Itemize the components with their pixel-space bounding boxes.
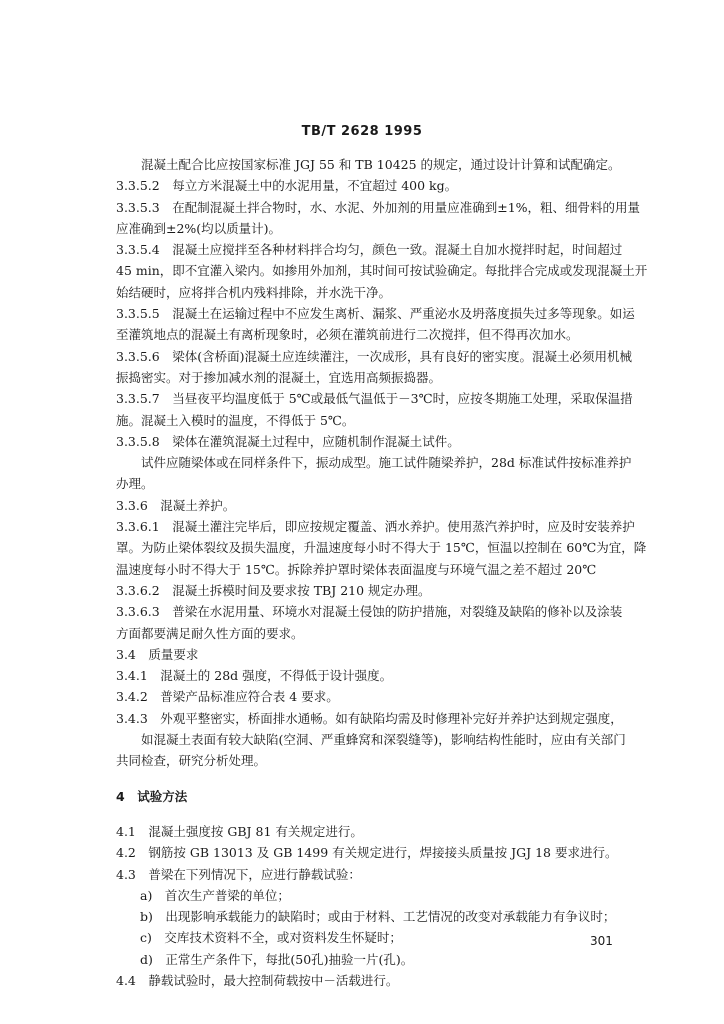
text-line: 3.3.6.3 普梁在水泥用量、环境水对混凝土侵蚀的防护措施，对裂缝及缺陷的修补以及涂装 (116, 604, 623, 620)
text-line: 3.4.1 混凝土的 28d 强度，不得低于设计强度。 (116, 668, 393, 684)
text-line: 3.3.5.7 当昼夜平均温度低于 5℃或最低气温低于－3℃时，应按冬期施工处理，采取保温措 (116, 391, 633, 407)
text-line: 3.4.2 普梁产品标准应符合表 4 要求。 (116, 689, 339, 705)
text-line: b) 出现影响承载能力的缺陷时；或由于材料、工艺情况的改变对承载能力有争议时； (140, 909, 616, 925)
text-line: 3.4.3 外观平整密实，桥面排水通畅。如有缺陷均需及时修理补完好并养护达到规定强度， (116, 710, 623, 726)
text-line: 至灌筑地点的混凝土有离析现象时，必须在灌筑前进行二次搅拌，但不得再次加水。 (116, 327, 579, 343)
text-line: a) 首次生产普梁的单位； (140, 887, 290, 903)
text-line: 方面都要满足耐久性方面的要求。 (116, 625, 304, 641)
text-line: 3.3.6.2 混凝土拆模时间及要求按 TBJ 210 规定办理。 (116, 582, 431, 598)
text-line: 4.1 混凝土强度按 GBJ 81 有关规定进行。 (116, 823, 363, 839)
text-line: 始结硬时，应将拌合机内残料排除，并水洗干净。 (116, 284, 392, 300)
text-line: 施。混凝土入模时的温度，不得低于 5℃。 (116, 412, 355, 428)
text-line: 共同检查，研究分析处理。 (116, 753, 267, 769)
text-line: c) 交库技术资料不全，或对资料发生怀疑时； (140, 930, 402, 946)
text-line: 3.3.5.4 混凝土应搅拌至各种材料拌合均匀，颜色一致。混凝土自加水搅拌时起，时间超过 (116, 242, 623, 258)
page-number: 301 (590, 934, 613, 948)
text-line: 4.4 静载试验时，最大控制荷载按中－活载进行。 (116, 972, 399, 988)
text-line: 4.2 钢筋按 GB 13013 及 GB 1499 有关规定进行，焊接接头质量按 JGJ 18 要求进行。 (116, 845, 618, 861)
text-line: 混凝土配合比应按国家标准 JGJ 55 和 TB 10425 的规定，通过设计计算和试配确定。 (141, 157, 621, 172)
text-line: 3.4 质量要求 (116, 646, 199, 662)
text-line: d) 正常生产条件下，每批(50孔)抽验一片(孔)。 (140, 951, 414, 967)
text-line: 罩。为防止梁体裂纹及损失温度，升温速度每小时不得大于 15℃，恒温以控制在 60℃为宜，降 (116, 540, 647, 556)
section-heading: 4 试验方法 (116, 788, 188, 804)
text-line: 温速度每小时不得大于 15℃。拆除养护罩时梁体表面温度与环境气温之差不超过 20℃ (116, 561, 597, 577)
text-line: 如混凝土表面有较大缺陷(空洞、严重蜂窝和深裂缝等)，影响结构性能时，应由有关部门 (141, 732, 626, 748)
text-line: 3.3.5.8 梁体在灌筑混凝土过程中，应随机制作混凝土试件。 (116, 433, 460, 449)
text-line: 振捣密实。对于掺加减水剂的混凝土，宜选用高频振捣器。 (116, 369, 442, 385)
spacer (116, 772, 652, 786)
text-line: 3.3.5.2 每立方米混凝土中的水泥用量，不宜超过 400 kg。 (116, 178, 458, 194)
text-line: 45 min，即不宜灌入梁内。如掺用外加剂，其时间可按试验确定。每批拌合完成或发现混凝土开 (116, 263, 648, 279)
text-line: 办理。 (116, 476, 154, 492)
text-line: 试件应随梁体或在同样条件下，振动成型。施工试件随梁养护，28d 标准试件按标准养护 (141, 455, 632, 471)
text-line: 应准确到±2%(均以质量计)。 (116, 220, 282, 236)
text-line: 3.3.6 混凝土养护。 (116, 497, 236, 513)
text-line: 3.3.5.5 混凝土在运输过程中不应发生离析、漏浆、严重泌水及坍落度损失过多等现象。如运 (116, 306, 635, 322)
text-line: 3.3.6.1 混凝土灌注完毕后，即应按规定覆盖、洒水养护。使用蒸汽养护时，应及时安装养护 (116, 519, 635, 535)
text-line: 4.3 普梁在下列情况下，应进行静载试验： (116, 866, 361, 882)
text-line: 3.3.5.3 在配制混凝土拌合物时，水、水泥、外加剂的用量应准确到±1%，粗、细骨料的用量 (116, 199, 641, 215)
text-line: 3.3.5.6 梁体(含桥面)混凝土应连续灌注，一次成形，具有良好的密实度。混凝土必须用机械 (116, 348, 632, 364)
spacer (116, 807, 652, 821)
document-body (116, 154, 652, 991)
standard-code-header: TB/T 2628 1995 (301, 124, 423, 139)
